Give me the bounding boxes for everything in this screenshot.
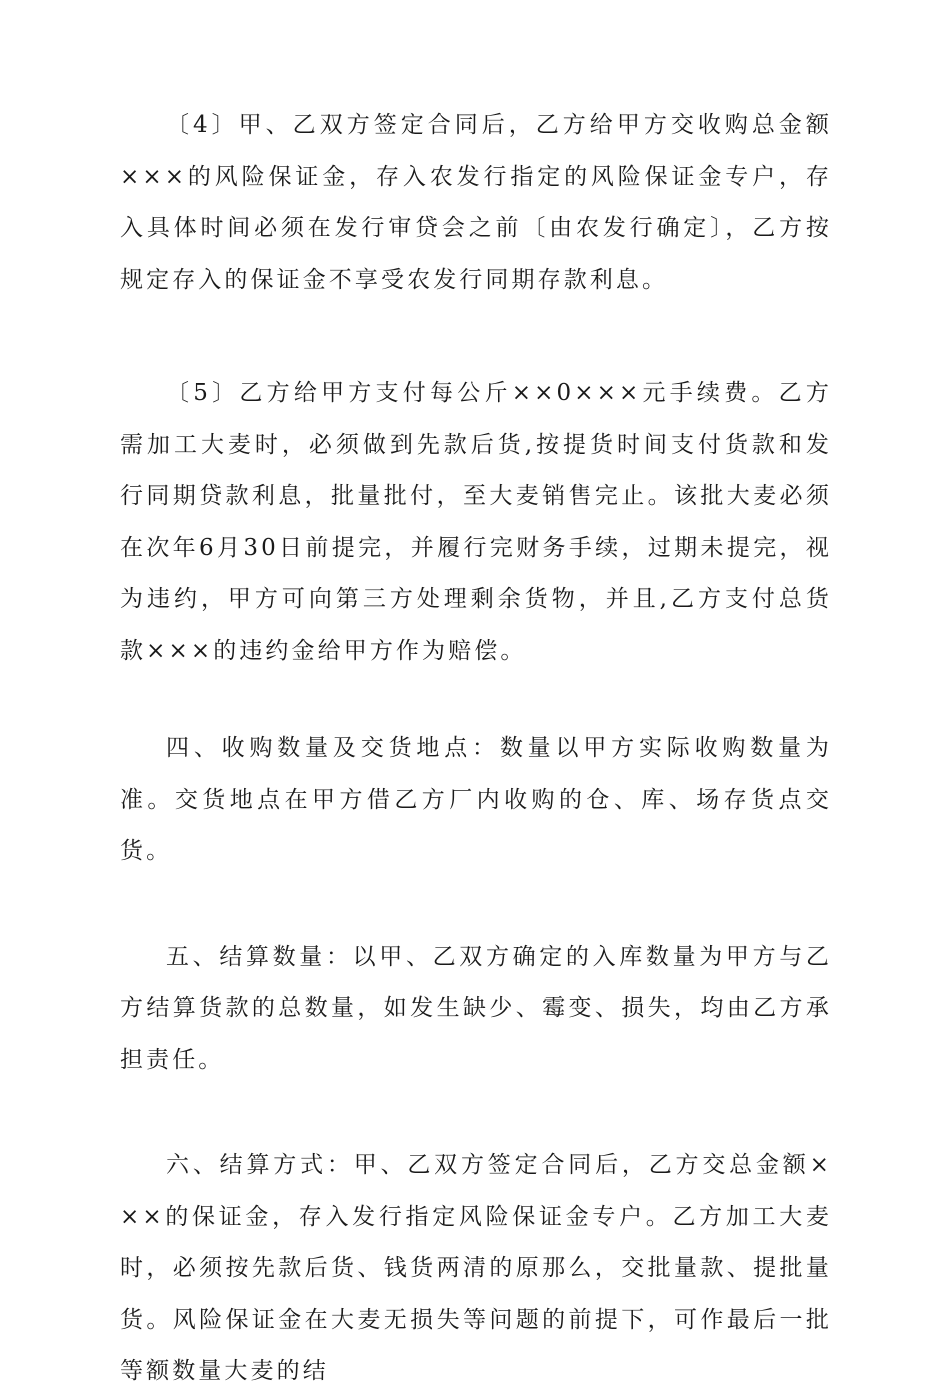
paragraph-clause-4: 〔4〕甲、乙双方签定合同后，乙方给甲方交收购总金额×××的风险保证金，存入农发行指定的风险保证金专户，存入具体时间必须在发行审贷会之前〔由农发行确定〕，乙方按规定存入的保证金不享受农发行同期存款利息。	[120, 112, 832, 293]
paragraph-section-6: 六、结算方式：甲、乙双方签定合同后，乙方交总金额×××的保证金，存入发行指定风险保证金专户。乙方加工大麦时，必须按先款后货、钱货两清的原那么，交批量款、提批量货。风险保证金在大麦无损失等问题的前提下，可作最后一批等额数量大麦的结	[120, 1152, 832, 1384]
paragraph-clause-5: 〔5〕乙方给甲方支付每公斤××0×××元手续费。乙方需加工大麦时，必须做到先款后货,按提货时间支付货款和发行同期贷款利息，批量批付，至大麦销售完止。该批大麦必须在次年6月30日前提完，并履行完财务手续，过期未提完，视为违约，甲方可向第三方处理剩余货物，并且,乙方支付总货款×××的违约金给甲方作为赔偿。	[120, 380, 832, 664]
paragraph-section-4: 四、收购数量及交货地点：数量以甲方实际收购数量为准。交货地点在甲方借乙方厂内收购的仓、库、场存货点交货。	[120, 735, 832, 864]
document-page	[120, 100, 832, 1398]
paragraph-section-5: 五、结算数量：以甲、乙双方确定的入库数量为甲方与乙方结算货款的总数量，如发生缺少、霉变、损失，均由乙方承担责任。	[120, 943, 832, 1073]
